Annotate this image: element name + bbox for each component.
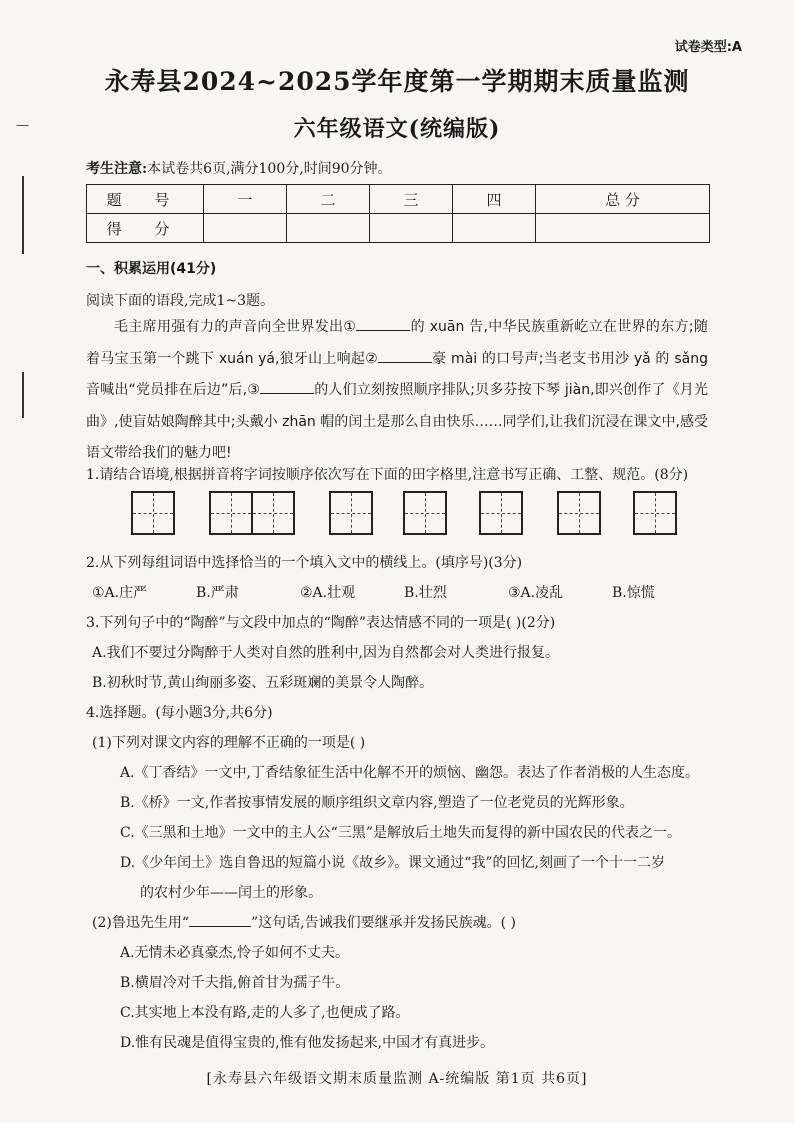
writing-grid[interactable] [633,491,677,535]
section-heading: 一、积累运用(41分) [86,261,217,277]
exam-title: 永寿县2024~2025学年度第一学期期末质量监测 [104,67,690,96]
option[interactable]: B.严肃 [196,585,239,601]
question-4-2-option-b[interactable]: B.横眉冷对千夫指,俯首甘为孺子牛。 [120,975,350,991]
table-cell: 二 [286,185,369,214]
question-4-2-option-a[interactable]: A.无情未必真豪杰,怜子如何不丈夫。 [120,945,350,961]
question-2: 2.从下列每组词语中选择恰当的一个填入文中的横线上。(填序号)(3分) [86,555,523,571]
question-3-option-b[interactable]: B.初秋时节,黄山绚丽多姿、五彩斑斓的美景令人陶醉。 [92,675,434,691]
question-4-2 [92,912,516,932]
question-4-1-option-d-cont: 的农村少年——闰土的形象。 [140,885,322,901]
candidate-notice [86,158,392,178]
passage-text: 的人们立刻按照顺序排队;贝多芬按下琴 jiàn,即兴创作了《月光曲》,使盲姑娘陶醉其中;头戴小 zhān 帽的闰土是那么自由快乐……同学们,让我们沉浸在课文中,感受语文带给我们的魅力吧! [86,382,708,461]
table-cell: 总 分 [535,185,709,214]
question-1: 1.请结合语境,根据拼音将字词按顺序依次写在下面的田字格里,注意书写正确、工整、规范。(8分) [86,467,689,483]
option[interactable]: ②A.壮观 [300,585,356,601]
option[interactable]: ①A.庄严 [92,585,148,601]
reading-intro: 阅读下面的语段,完成1~3题。 [86,293,274,309]
question-4-1-option-c[interactable]: C.《三黑和土地》一文中的主人公“三黑”是解放后土地失而复得的新中国农民的代表之一。 [120,825,681,841]
question-3: 3.下列句子中的“陶醉”与文段中加点的“陶醉”表达情感不同的一项是( )(2分) [86,615,556,631]
paper-type: 试卷类型:A [674,40,742,55]
writing-grid[interactable] [403,491,447,535]
table-row [87,214,710,243]
score-cell[interactable] [535,214,709,243]
option[interactable]: B.壮烈 [404,585,447,601]
passage-text: 毛主席用强有力的声音向全世界发出① [114,319,357,335]
writing-grid[interactable] [131,491,175,535]
question-text: ”这句话,告诫我们要继承并发扬民族魂。( ) [251,915,516,931]
reading-passage [86,312,708,470]
notice-label: 考生注意: [86,161,148,177]
option[interactable]: B.惊慌 [612,585,655,601]
question-4-2-option-d[interactable]: D.惟有民魂是值得宝贵的,惟有他发扬起来,中国才有真进步。 [120,1035,495,1051]
page-footer: [永寿县六年级语文期末质量监测 A-统编版 第1页 共6页] [206,1071,588,1087]
passage-text: 的 xuān 告,中华民族重新屹立在世界的东方;随着马宝玉第一个跳下 xuán yá,狼牙山上响起② [86,319,708,367]
writing-grid[interactable] [329,491,373,535]
question-4-1-option-b[interactable]: B.《桥》一文,作者按事情发展的顺序组织文章内容,塑造了一位老党员的光辉形象。 [120,795,634,811]
writing-grid[interactable] [251,491,295,535]
binding-line [22,372,24,418]
blank-3[interactable] [260,379,314,394]
blank-4[interactable] [189,912,251,927]
score-cell[interactable] [204,214,287,243]
question-3-option-a[interactable]: A.我们不要过分陶醉于人类对自然的胜利中,因为自然都会对人类进行报复。 [92,645,560,661]
binding-line [22,176,24,254]
table-cell: 题 号 [87,185,204,214]
table-cell: 四 [452,185,535,214]
writing-grid[interactable] [209,491,253,535]
question-4-2-option-c[interactable]: C.其实地上本没有路,走的人多了,也便成了路。 [120,1005,410,1021]
binding-mark: — [16,118,29,133]
blank-1[interactable] [356,316,410,331]
question-4-1: (1)下列对课文内容的理解不正确的一项是( ) [92,735,366,751]
blank-2[interactable] [378,348,432,363]
score-table [86,184,710,243]
question-text: (2)鲁迅先生用“ [92,915,189,931]
question-4-1-option-a[interactable]: A.《丁香结》一文中,丁香结象征生活中化解不开的烦恼、幽怨。表达了作者消极的人生态度。 [120,765,700,781]
question-4-1-option-d[interactable]: D.《少年闰土》选自鲁迅的短篇小说《故乡》。课文通过“我”的回忆,刻画了一个十一二岁 [120,855,665,871]
writing-grid[interactable] [479,491,523,535]
exam-subtitle: 六年级语文(统编版) [293,116,501,142]
notice-text: 本试卷共6页,满分100分,时间90分钟。 [147,161,392,177]
question-4: 4.选择题。(每小题3分,共6分) [86,705,273,721]
passage-text: 豪 mài 的口号声;当老支书用沙 yǎ 的 sǎng 音喊出“党员排在后边”后,③ [86,350,708,398]
score-cell[interactable] [286,214,369,243]
table-cell: 三 [369,185,452,214]
score-cell[interactable] [452,214,535,243]
table-cell: 得 分 [87,214,204,243]
table-row [87,185,710,214]
option[interactable]: ③A.凌乱 [508,585,564,601]
table-cell: 一 [204,185,287,214]
writing-grids [131,491,691,541]
question-2-options [92,582,655,602]
writing-grid[interactable] [557,491,601,535]
score-cell[interactable] [369,214,452,243]
